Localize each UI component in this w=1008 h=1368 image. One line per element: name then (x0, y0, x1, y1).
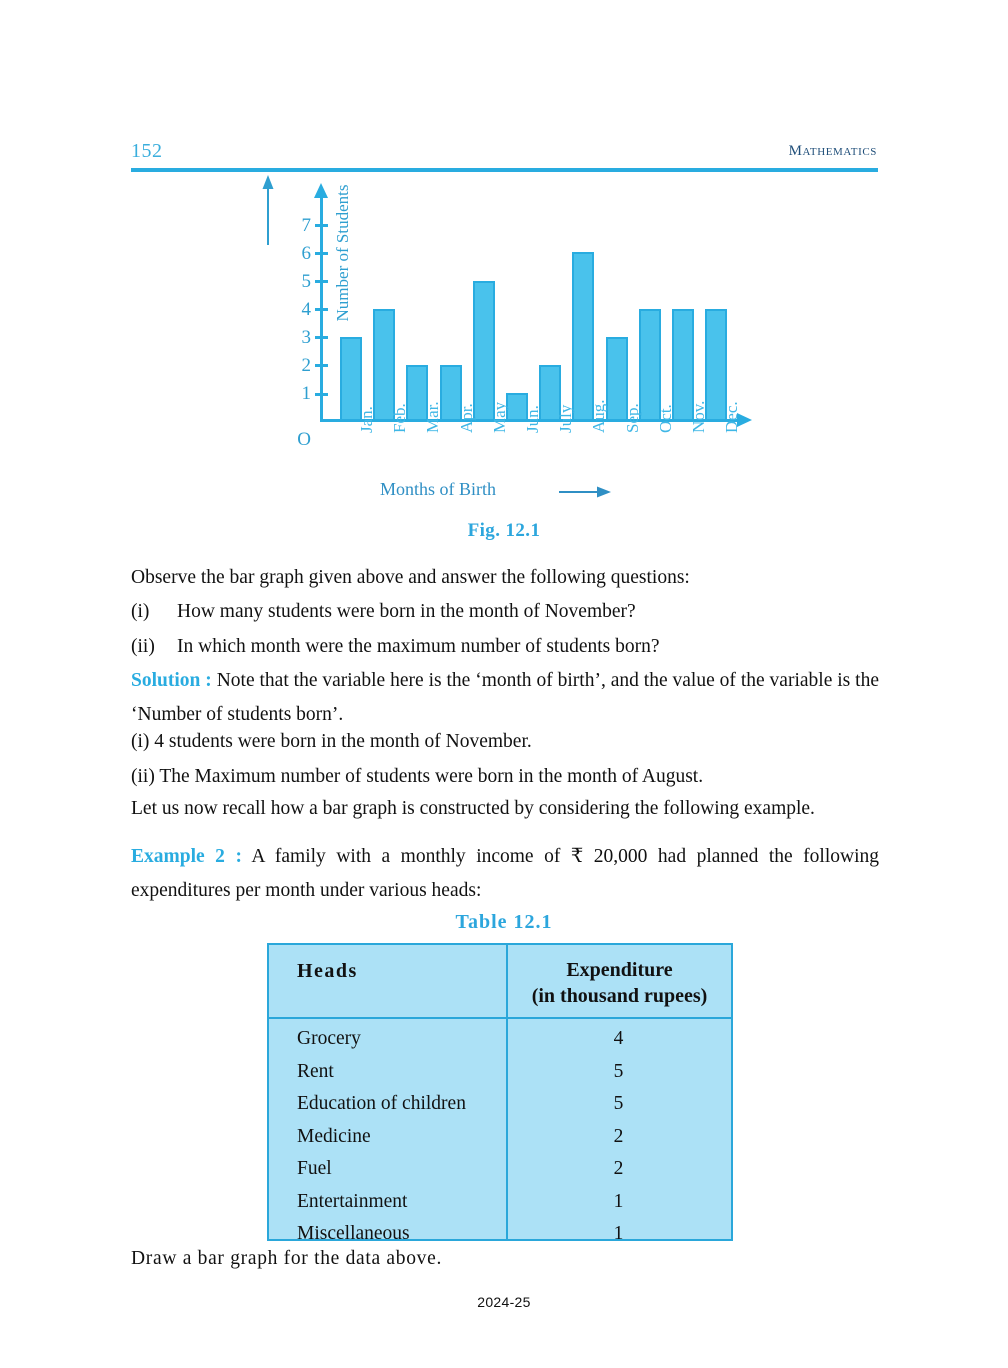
x-tick-label-dec: Dec. (722, 401, 742, 433)
x-tick-label-jan: Jan. (357, 406, 376, 433)
x-tick-label-sep: Sep. (622, 403, 642, 433)
figure-caption: Fig. 12.1 (467, 520, 541, 541)
y-tick-label-3: 3 (301, 327, 311, 348)
table-header-expenditure-line2: (in thousand rupees) (531, 985, 708, 1007)
table-row (269, 1088, 731, 1121)
y-tick-7 (315, 224, 328, 227)
table-row (269, 1153, 731, 1186)
x-tick-label-jun: Jun. (523, 405, 542, 433)
page-header (131, 140, 877, 170)
origin-label: O (297, 429, 311, 450)
y-axis-title-arrow-icon (261, 175, 275, 245)
table-row (269, 1218, 731, 1251)
answer-2: (ii) The Maximum number of students were born in the month of August. (131, 766, 704, 787)
table-row (269, 1023, 731, 1056)
table-cell-head: Entertainment (297, 1190, 408, 1212)
x-tick-label-oct: Oct. (655, 404, 675, 433)
table-cell-head: Rent (297, 1060, 334, 1082)
x-tick-label-aug: Aug. (589, 399, 609, 433)
y-tick-4 (315, 308, 328, 311)
recall-paragraph: Let us now recall how a bar graph is constructed by considering the following example. (131, 798, 815, 819)
solution-paragraph (131, 664, 879, 731)
x-tick-label-may: May (489, 401, 509, 433)
y-tick-label-2: 2 (301, 355, 311, 376)
y-tick-label-7: 7 (301, 215, 311, 236)
y-tick-3 (315, 336, 328, 339)
answer-1: (i) 4 students were born in the month of November. (131, 731, 532, 752)
table-row (269, 1121, 731, 1154)
table-cell-value: 1 (613, 1223, 624, 1245)
table-cell-head: Education of children (297, 1093, 466, 1115)
x-tick-label-nov: Nov. (689, 400, 708, 433)
question-1-marker: (i) (131, 601, 150, 622)
bar-aug (572, 252, 594, 421)
y-tick-label-4: 4 (301, 299, 311, 320)
example-paragraph (131, 840, 879, 907)
y-tick-2 (315, 364, 328, 367)
x-tick-label-feb: Feb. (390, 403, 410, 433)
table-cell-head: Miscellaneous (297, 1223, 410, 1245)
y-tick-label-6: 6 (301, 243, 311, 264)
table-header-heads: Heads (297, 960, 358, 982)
table-cell-value: 2 (613, 1158, 624, 1180)
x-axis-title-arrow-icon (559, 485, 611, 497)
y-tick-label-5: 5 (301, 271, 311, 292)
table-header-expenditure (508, 957, 731, 1009)
solution-label: Solution : (131, 670, 212, 691)
bar-may (473, 281, 495, 422)
question-2 (131, 630, 879, 664)
intro-paragraph: Observe the bar graph given above and answer the following questions: (131, 567, 690, 588)
page-number: 152 (131, 140, 163, 162)
header-divider (131, 168, 878, 172)
y-tick-5 (315, 280, 328, 283)
y-axis-arrow-icon (314, 183, 328, 198)
question-1-text: How many students were born in the month of November? (177, 601, 636, 622)
table-cell-value: 2 (613, 1125, 624, 1147)
example-text: A family with a monthly income of ₹ 20,000 had planned the following expenditures per month under various heads: (131, 846, 879, 901)
subject-title: Mathematics (788, 143, 877, 159)
page-footer: 2024-25 (477, 1294, 531, 1310)
x-axis-title: Months of Birth (380, 479, 497, 499)
question-2-marker: (ii) (131, 636, 155, 657)
y-tick-6 (315, 252, 328, 255)
x-tick-label-mar: Mar. (423, 401, 443, 433)
table-cell-value: 1 (613, 1190, 624, 1212)
table-row (269, 1056, 731, 1089)
table-body (269, 1023, 731, 1251)
table-cell-value: 5 (613, 1093, 624, 1115)
table-cell-value: 5 (613, 1060, 624, 1082)
table-caption: Table 12.1 (455, 911, 553, 933)
table-row (269, 1186, 731, 1219)
bar-chart (255, 183, 755, 513)
x-tick-label-july: July (556, 404, 576, 433)
question-2-text: In which month were the maximum number of students born? (177, 636, 660, 657)
data-table (267, 943, 733, 1245)
table-cell-head: Fuel (297, 1158, 332, 1180)
y-tick-label-1: 1 (301, 383, 311, 404)
table-cell-value: 4 (613, 1028, 624, 1050)
table-cell-head: Medicine (297, 1125, 371, 1147)
solution-text: Note that the variable here is the ‘month of birth’, and the value of the variable is the ‘Number of students born’. (131, 670, 880, 725)
table-cell-head: Grocery (297, 1028, 361, 1050)
figure-bar-graph (255, 183, 755, 513)
example-label: Example 2 : (131, 846, 242, 867)
x-tick-label-apr: Apr. (456, 403, 476, 433)
table-header-divider (269, 1017, 731, 1019)
question-1 (131, 595, 879, 629)
y-tick-1 (315, 393, 328, 396)
y-axis-title: Number of Students (333, 184, 352, 322)
table-header-expenditure-line1: Expenditure (566, 959, 673, 981)
closing-instruction: Draw a bar graph for the data above. (131, 1248, 443, 1269)
